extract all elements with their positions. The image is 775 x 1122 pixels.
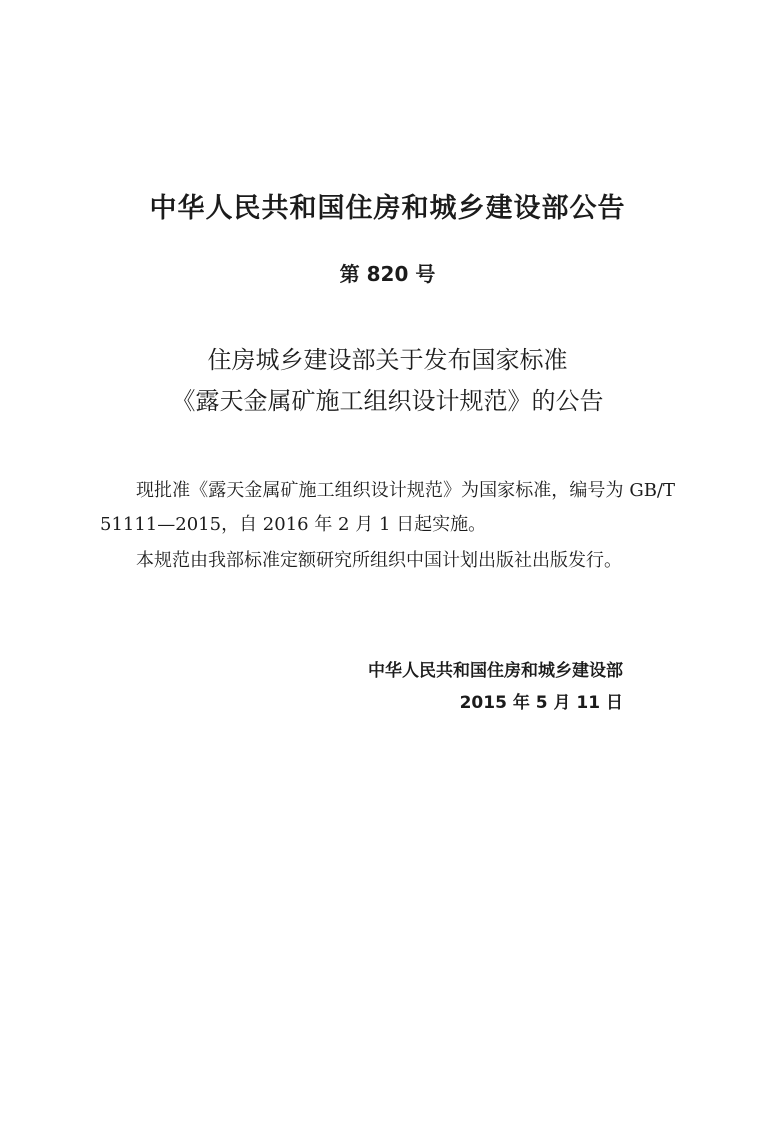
- body-paragraph-2: 本规范由我部标准定额研究所组织中国计划出版社出版发行。: [136, 550, 622, 571]
- announcement-number: 第 820 号: [339, 262, 436, 286]
- issue-date: 2015 年 5 月 11 日: [459, 693, 623, 713]
- announcement-title: 中华人民共和国住房和城乡建设部公告: [149, 193, 626, 224]
- subtitle-line-1: 住房城乡建设部关于发布国家标准: [207, 346, 568, 374]
- issuer-signature: 中华人民共和国住房和城乡建设部: [368, 661, 623, 681]
- body-paragraph-1: 现批准《露天金属矿施工组织设计规范》为国家标准，编号为 GB/T 51111—2015，自 2016 年 2 月 1 日起实施。: [100, 480, 675, 535]
- subtitle-line-2: 《露天金属矿施工组织设计规范》的公告: [171, 387, 604, 415]
